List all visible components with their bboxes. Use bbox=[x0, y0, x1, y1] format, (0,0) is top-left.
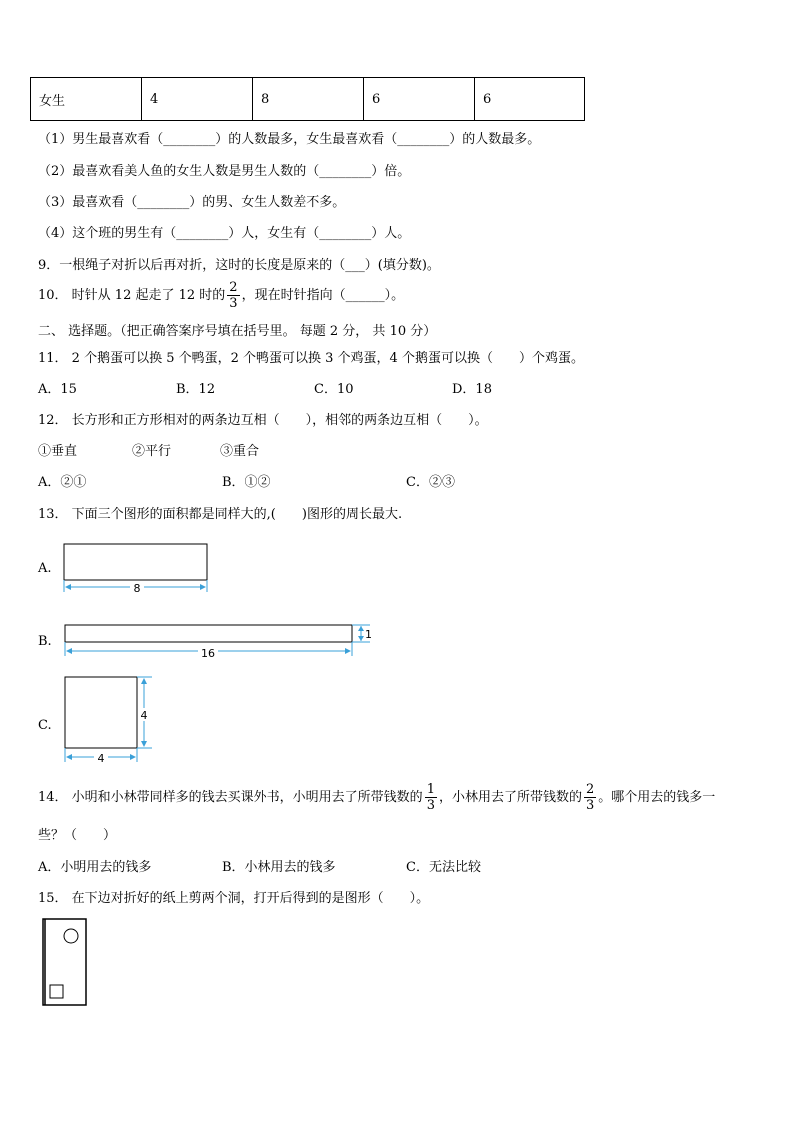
table-row bbox=[31, 78, 585, 121]
q8-sub4: （4）这个班的男生有（________）人，女生有（________）人。 bbox=[38, 226, 411, 241]
q10-fraction-numerator: 2 bbox=[229, 280, 238, 295]
question-11: 11． 2 个鹅蛋可以换 5 个鸭蛋，2 个鸭蛋可以换 3 个鸡蛋，4 个鹅蛋可以换（ ）个鸡蛋。 bbox=[38, 351, 584, 366]
arrow-right-icon bbox=[345, 648, 351, 654]
question-15: 15． 在下边对折好的纸上剪两个洞，打开后得到的是图形（ ）。 bbox=[38, 891, 430, 906]
table-row-label: 女生 bbox=[31, 78, 142, 121]
dim-b-width: 16 bbox=[201, 647, 215, 660]
q10-fraction-denominator: 3 bbox=[229, 296, 238, 311]
q12-choice-1: ①垂直 bbox=[38, 444, 78, 459]
q10-fraction bbox=[227, 280, 239, 311]
q14-part2: ，小林用去了所带钱数的 bbox=[438, 790, 582, 805]
q12-choice-2: ②平行 bbox=[132, 444, 172, 459]
square-hole-icon bbox=[50, 985, 63, 998]
figure-b-rectangle bbox=[65, 625, 352, 642]
q11-option-b: B．12 bbox=[176, 382, 216, 397]
dim-a-width: 8 bbox=[133, 582, 141, 595]
q8-sub2: （2）最喜欢看美人鱼的女生人数是男生人数的（________）倍。 bbox=[38, 164, 411, 179]
arrow-down-icon bbox=[358, 636, 364, 641]
question-14 bbox=[38, 780, 715, 816]
q14-option-b: B．小林用去的钱多 bbox=[222, 860, 336, 875]
dim-c-side: 4 bbox=[140, 709, 148, 722]
dim-c-width: 4 bbox=[97, 752, 105, 765]
q13-figure-a bbox=[60, 540, 215, 596]
score-table bbox=[30, 77, 585, 121]
section-2-heading: 二、 选择题。（把正确答案序号填在括号里。 每题 2 分， 共 10 分） bbox=[38, 324, 437, 339]
q14-part1: 14． 小明和小林带同样多的钱去买课外书，小明用去了所带钱数的 bbox=[38, 790, 423, 805]
q14-fraction-2 bbox=[584, 782, 596, 813]
q14-line-2: 些？（ ） bbox=[38, 828, 117, 843]
circle-hole-icon bbox=[64, 929, 78, 943]
q13-label-a: A. bbox=[38, 561, 52, 576]
q13-figure-c bbox=[60, 672, 160, 766]
q12-option-c: C．②③ bbox=[406, 475, 455, 490]
q14-fraction-1 bbox=[425, 782, 437, 813]
q14-fraction-2-numerator: 2 bbox=[585, 782, 595, 797]
arrow-up-icon bbox=[141, 678, 147, 684]
q10-text-after: ，现在时针指向（______）。 bbox=[241, 288, 405, 303]
q12-option-b: B．①② bbox=[222, 475, 271, 490]
q11-option-d: D．18 bbox=[452, 382, 492, 397]
question-12: 12． 长方形和正方形相对的两条边互相（ ），相邻的两条边互相（ ）。 bbox=[38, 413, 488, 428]
table-cell: 8 bbox=[253, 78, 364, 121]
arrow-left-icon bbox=[65, 584, 71, 590]
arrow-up-icon bbox=[358, 626, 364, 631]
question-13: 13． 下面三个图形的面积都是同样大的,( )图形的周长最大. bbox=[38, 507, 403, 522]
table-cell: 4 bbox=[142, 78, 253, 121]
question-10 bbox=[38, 280, 404, 312]
arrow-right-icon bbox=[130, 754, 136, 760]
q14-fraction-1-numerator: 1 bbox=[426, 782, 435, 797]
q8-sub3: （3）最喜欢看（________）的男、女生人数差不多。 bbox=[38, 195, 346, 210]
table-cell: 6 bbox=[475, 78, 585, 121]
q14-fraction-2-denominator: 3 bbox=[585, 798, 595, 813]
q14-option-a: A．小明用去的钱多 bbox=[38, 860, 152, 875]
question-9: 9．一根绳子对折以后再对折，这时的长度是原来的（___）(填分数)。 bbox=[38, 258, 440, 273]
q14-fraction-1-denominator: 3 bbox=[426, 798, 435, 813]
folded-paper-figure bbox=[38, 914, 90, 1010]
arrow-left-icon bbox=[66, 648, 72, 654]
folded-paper bbox=[43, 919, 86, 1005]
q12-choice-3: ③重合 bbox=[220, 444, 260, 459]
q10-text-before: 10． 时针从 12 起走了 12 时的 bbox=[38, 288, 226, 303]
q11-option-a: A．15 bbox=[38, 382, 77, 397]
q11-option-c: C．10 bbox=[314, 382, 354, 397]
figure-c-square bbox=[65, 677, 137, 748]
q12-option-a: A．②① bbox=[38, 475, 87, 490]
table-cell: 6 bbox=[364, 78, 475, 121]
q14-option-c: C．无法比较 bbox=[406, 860, 481, 875]
figure-a-rectangle bbox=[64, 544, 207, 580]
arrow-right-icon bbox=[200, 584, 206, 590]
q8-sub1: （1）男生最喜欢看（________）的人数最多，女生最喜欢看（________）的人数最多。 bbox=[38, 132, 541, 147]
q14-part3: 。哪个用去的钱多一 bbox=[598, 790, 716, 805]
q13-figure-b bbox=[60, 620, 380, 664]
q13-label-c: C. bbox=[38, 718, 52, 733]
q13-label-b: B. bbox=[38, 634, 52, 649]
arrow-down-icon bbox=[141, 741, 147, 747]
arrow-left-icon bbox=[66, 754, 72, 760]
dim-b-height: 1 bbox=[365, 628, 372, 641]
